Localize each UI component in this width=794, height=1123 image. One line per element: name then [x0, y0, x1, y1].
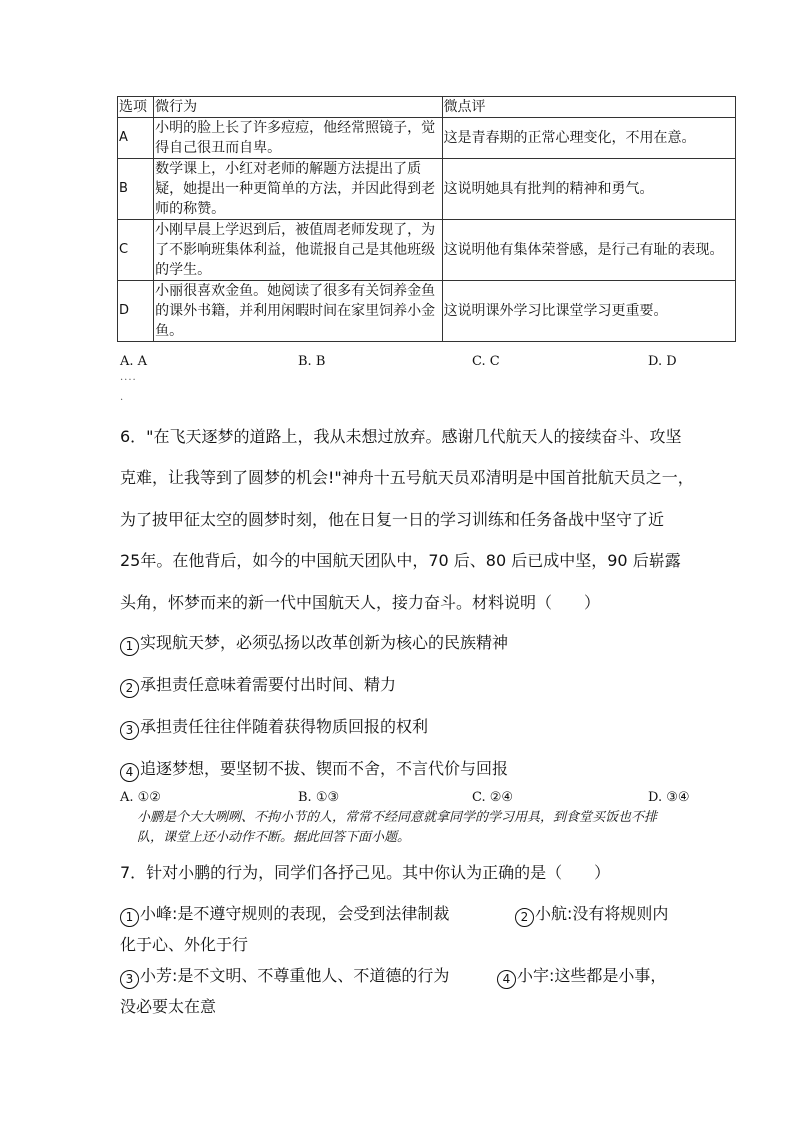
option-text: 小峰:是不遵守规则的表现，会受到法律制裁 — [140, 904, 450, 923]
choice-a[interactable]: A. ①② — [120, 790, 161, 805]
q6-stem-line: 为了披甲征太空的圆梦时刻，他在日复一日的学习训练和任务备战中坚守了近 — [120, 510, 665, 529]
row-behavior: 小明的脸上长了许多痘痘，他经常照镜子，觉得自己很丑而自卑。 — [154, 118, 442, 159]
circled-number: 2 — [120, 679, 139, 698]
q7-option-3 — [120, 963, 449, 989]
table-row — [118, 118, 736, 159]
option-text: 追逐梦想，要坚韧不拔、锲而不舍，不言代价与回报 — [140, 759, 509, 778]
header-comment: 微点评 — [442, 97, 735, 118]
q6-stem-line: 克难，让我等到了圆梦的机会!"神舟十五号航天员邓清明是中国首批航天员之一， — [120, 468, 694, 487]
q6-option-1 — [120, 630, 508, 656]
row-comment: 这是青春期的正常心理变化，不用在意。 — [442, 118, 735, 159]
row-option: B — [118, 159, 154, 220]
q7-option-1 — [120, 901, 449, 927]
q6-option-2 — [120, 672, 396, 698]
option-text: 实现航天梦，必须弘扬以改革创新为核心的民族精神 — [140, 633, 509, 652]
circled-number: 2 — [515, 908, 534, 927]
option-text: 小航:没有将规则内 — [535, 904, 669, 923]
q7-option-2 — [515, 901, 668, 927]
circled-number: 1 — [120, 637, 139, 656]
row-comment: 这说明他有集体荣誉感，是行己有耻的表现。 — [442, 220, 735, 281]
table-header-row — [118, 97, 736, 118]
header-behavior: 微行为 — [154, 97, 442, 118]
dots-line: .... — [120, 372, 137, 383]
choice-a[interactable]: A. A — [120, 354, 148, 369]
choice-c[interactable]: C. C — [472, 354, 500, 369]
row-option: A — [118, 118, 154, 159]
q7-option-2-continued: 化于心、外化于行 — [120, 935, 249, 954]
q6-option-3 — [120, 714, 428, 740]
row-option: C — [118, 220, 154, 281]
table-row — [118, 281, 736, 342]
q6-stem-line: 头角，怀梦而来的新一代中国航天人，接力奋斗。材料说明（ ） — [120, 593, 601, 612]
table-row — [118, 220, 736, 281]
q7-option-4 — [497, 963, 666, 989]
option-text: 小宇:这些都是小事， — [517, 966, 667, 985]
row-comment: 这说明课外学习比课堂学习更重要。 — [442, 281, 735, 342]
circled-number: 4 — [497, 970, 516, 989]
option-text: 承担责任往往伴随着获得物质回报的权利 — [140, 717, 429, 736]
option-text: 承担责任意味着需要付出时间、精力 — [140, 675, 397, 694]
circled-number: 3 — [120, 721, 139, 740]
row-option: D — [118, 281, 154, 342]
q6-option-4 — [120, 756, 508, 782]
option-text: 小芳:是不文明、不尊重他人、不道德的行为 — [140, 966, 450, 985]
q7-stem: 7．针对小鹏的行为，同学们各抒己见。其中你认为正确的是（ ） — [120, 863, 611, 882]
choice-b[interactable]: B. B — [298, 354, 326, 369]
choice-d[interactable]: D. D — [648, 354, 677, 369]
reading-passage: 小鹏是个大大咧咧、不拘小节的人，常常不经同意就拿同学的学习用具，到食堂买饭也不排队，课堂上还小动作不断。据此回答下面小题。 — [137, 810, 658, 845]
q6-stem-line: 6．"在飞天逐梦的道路上，我从未想过放弃。感谢几代航天人的接续奋斗、攻坚 — [120, 427, 682, 446]
choice-d[interactable]: D. ③④ — [648, 790, 690, 805]
choice-b[interactable]: B. ①③ — [298, 790, 340, 805]
circled-number: 4 — [120, 763, 139, 782]
behavior-table — [117, 96, 736, 342]
q7-option-4-continued: 没必要太在意 — [120, 997, 217, 1016]
header-option: 选项 — [118, 97, 154, 118]
dots-line: . — [120, 392, 125, 403]
row-behavior: 小刚早晨上学迟到后，被值周老师发现了，为了不影响班集体利益，他谎报自己是其他班级的学生。 — [154, 220, 442, 281]
circled-number: 3 — [120, 970, 139, 989]
circled-number: 1 — [120, 908, 139, 927]
row-behavior: 小丽很喜欢金鱼。她阅读了很多有关饲养金鱼的课外书籍，并利用闲暇时间在家里饲养小金鱼。 — [154, 281, 442, 342]
q6-stem-line: 25年。在他背后，如今的中国航天团队中，70 后、80 后已成中坚，90 后崭露 — [120, 551, 681, 570]
row-comment: 这说明她具有批判的精神和勇气。 — [442, 159, 735, 220]
table-row — [118, 159, 736, 220]
choice-c[interactable]: C. ②④ — [472, 790, 514, 805]
row-behavior: 数学课上，小红对老师的解题方法提出了质疑，她提出一种更简单的方法，并因此得到老师的称赞。 — [154, 159, 442, 220]
